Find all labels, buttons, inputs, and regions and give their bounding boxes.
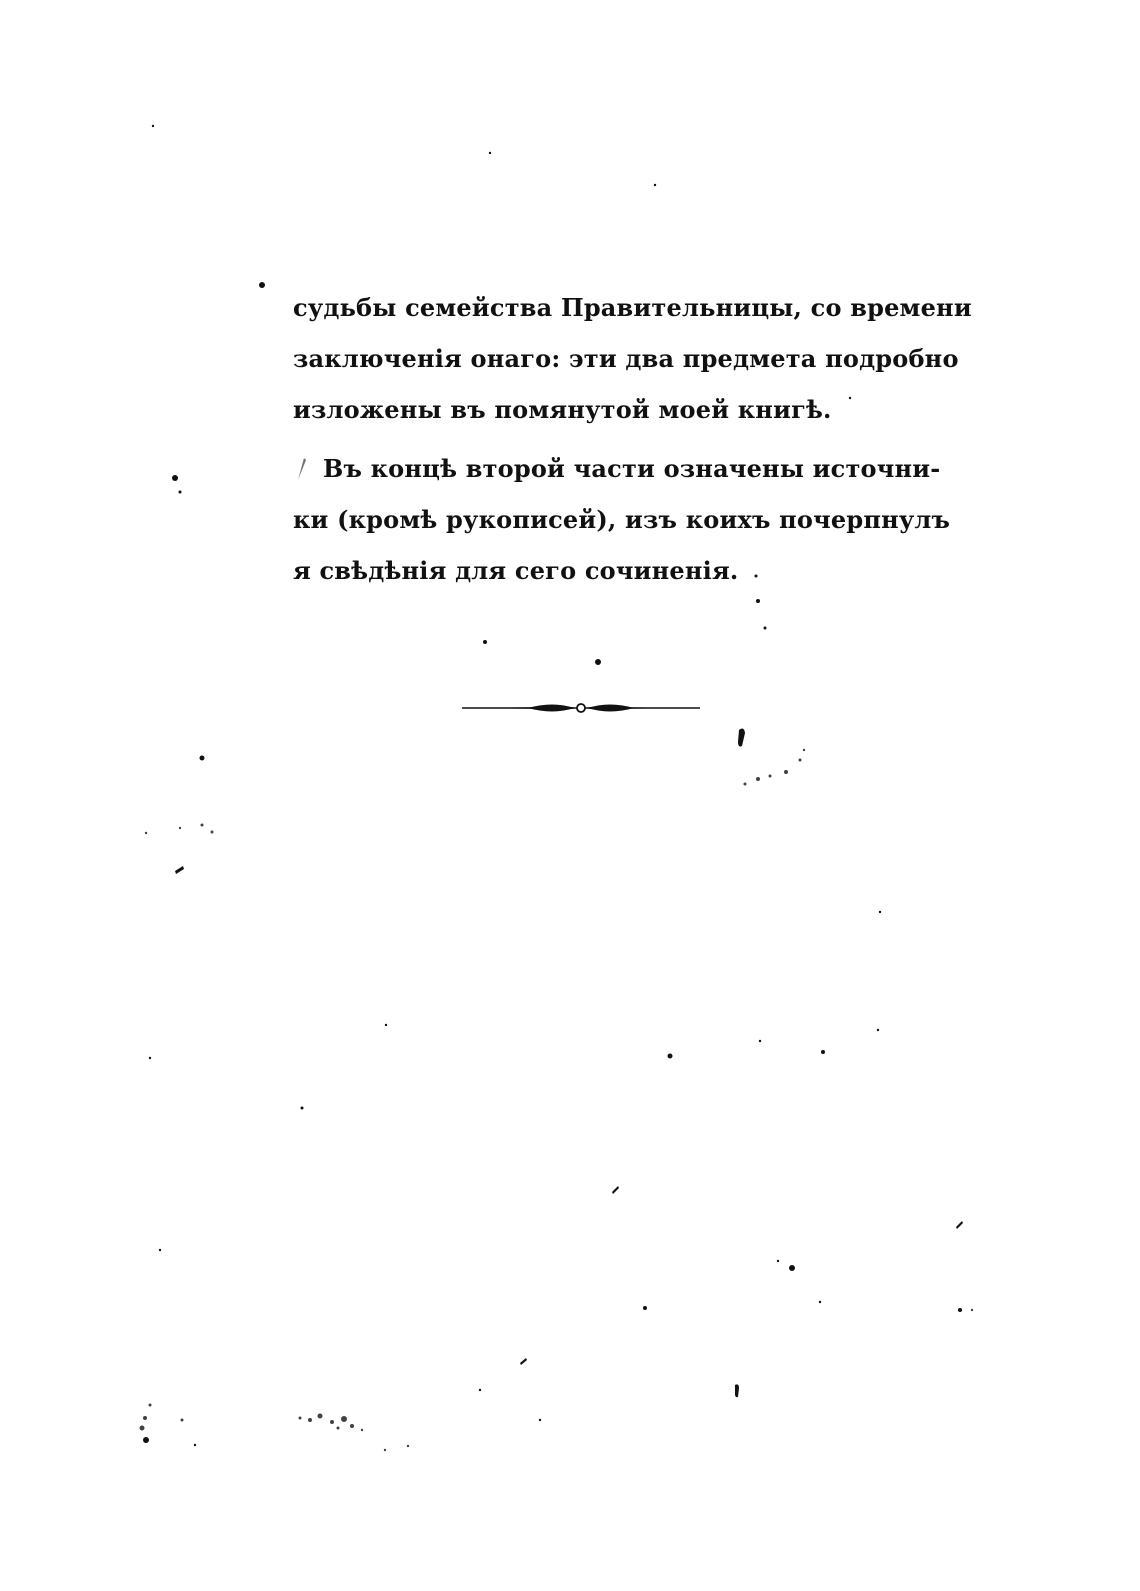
paragraph-2 — [293, 443, 951, 596]
text-line: ки (кромѣ рукописей), изъ коихъ почерпнулъ — [293, 505, 951, 534]
text-line: я свѣдѣнія для сего сочиненія. — [293, 556, 739, 585]
ornament-divider-icon — [458, 696, 704, 720]
text-line: изложены въ помянутой моей книгѣ. — [293, 395, 832, 424]
body-text — [293, 282, 972, 596]
text-line: Въ концѣ второй части означены источни- — [323, 454, 941, 483]
text-line: заключенія онаго: эти два предмета подробно — [293, 344, 959, 373]
paragraph-1 — [293, 282, 972, 435]
text-line: судьбы семейства Правительницы, со времени — [293, 293, 972, 322]
